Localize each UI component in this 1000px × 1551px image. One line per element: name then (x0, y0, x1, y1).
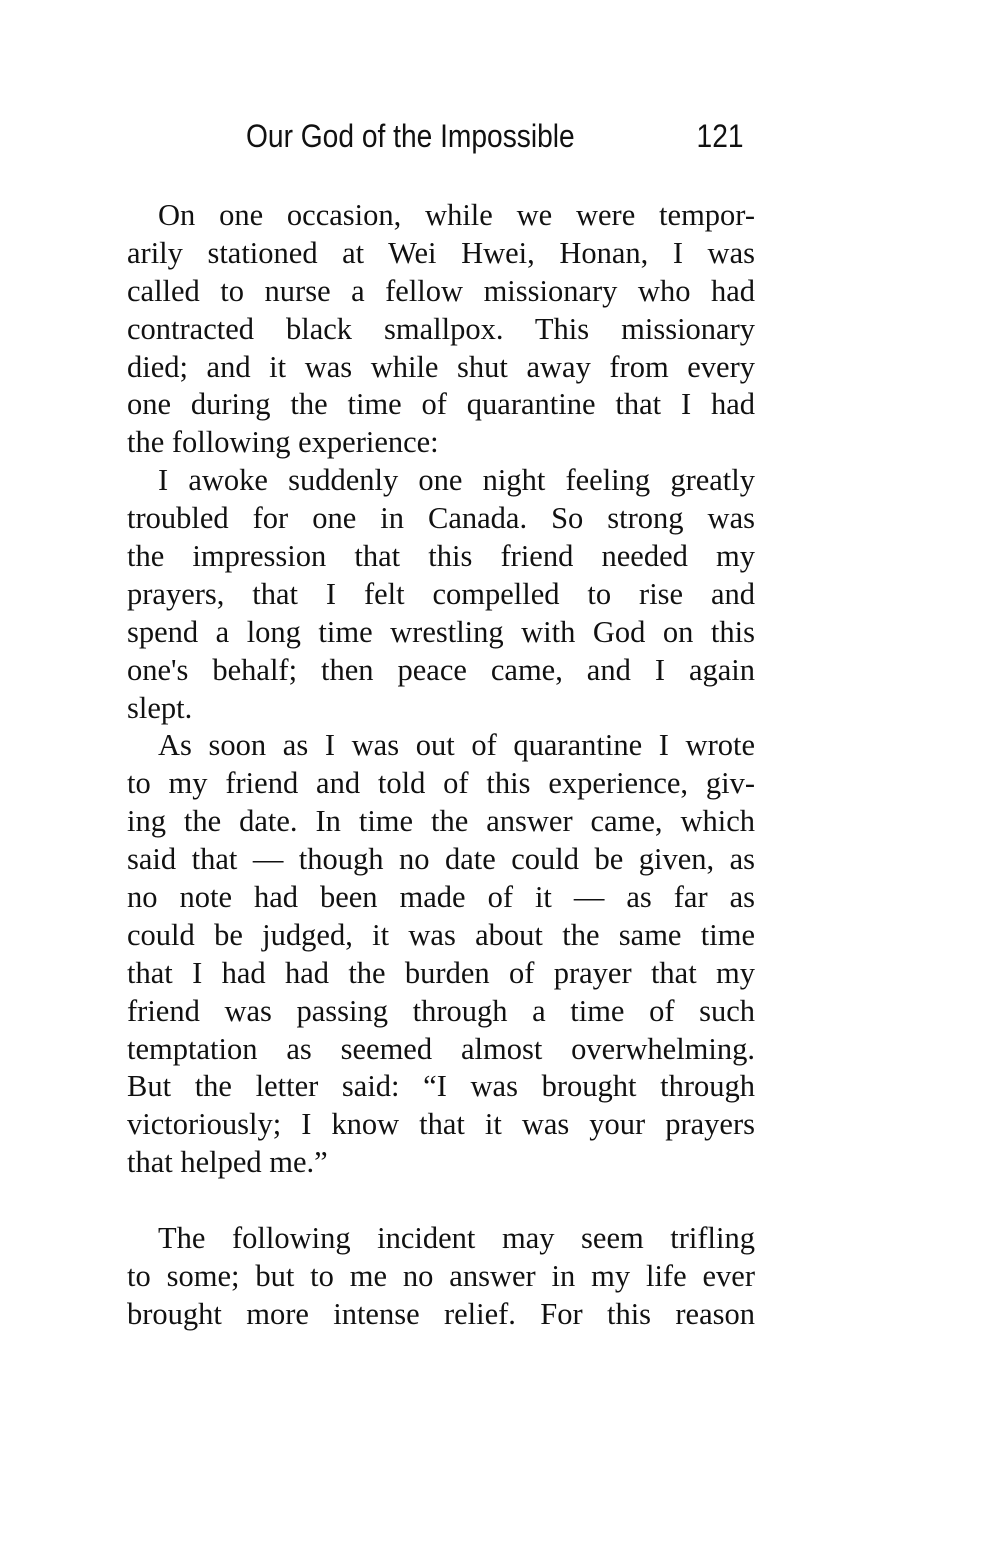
text-line: the following experience: (127, 425, 439, 460)
text-line: said that — though no date could be given, as (127, 842, 755, 877)
text-line: one during the time of quarantine that I had (127, 387, 755, 422)
paragraph (127, 1220, 755, 1334)
page-number: 121 (696, 118, 744, 154)
text-line: But the letter said: “I was brought through (127, 1069, 755, 1104)
chapter-title: Our God of the Impossible (246, 118, 575, 154)
text-line: the impression that this friend needed my (127, 539, 755, 574)
text-line: brought more intense relief. For this reason (127, 1296, 755, 1331)
text-line: The following incident may seem trifling (158, 1221, 755, 1256)
text-line: On one occasion, while we were tempor- (158, 198, 755, 232)
text-line: one's behalf; then peace came, and I again (127, 652, 755, 687)
text-line: arily stationed at Wei Hwei, Honan, I was (127, 235, 755, 270)
text-line: contracted black smallpox. This missionary (127, 311, 755, 346)
text-line: I awoke suddenly one night feeling greatly (158, 463, 755, 498)
text-line: temptation as seemed almost overwhelming. (127, 1031, 755, 1066)
text-line: troubled for one in Canada. So strong was (127, 501, 755, 536)
running-header (246, 118, 744, 162)
text-line: could be judged, it was about the same time (127, 917, 755, 952)
text-line: victoriously; I know that it was your prayers (127, 1107, 755, 1142)
page-body (127, 197, 755, 1334)
text-line: no note had been made of it — as far as (127, 880, 755, 915)
text-line: to my friend and told of this experience, giv- (127, 766, 755, 801)
text-line: called to nurse a fellow missionary who had (127, 273, 755, 308)
text-line: that helped me.” (127, 1145, 328, 1180)
text-line: died; and it was while shut away from every (127, 349, 755, 384)
text-line: spend a long time wrestling with God on this (127, 614, 755, 649)
text-line: that I had had the burden of prayer that my (127, 955, 755, 990)
paragraph (127, 727, 755, 1182)
paragraph (127, 462, 755, 727)
text-line: to some; but to me no answer in my life ever (127, 1259, 755, 1294)
text-line: ing the date. In time the answer came, which (127, 804, 755, 839)
paragraph-gap (127, 1182, 755, 1220)
paragraph (127, 197, 755, 462)
text-line: friend was passing through a time of such (127, 993, 755, 1028)
text-line: As soon as I was out of quarantine I wrote (158, 728, 755, 763)
text-line: slept. (127, 690, 193, 725)
text-line: prayers, that I felt compelled to rise and (127, 576, 755, 611)
